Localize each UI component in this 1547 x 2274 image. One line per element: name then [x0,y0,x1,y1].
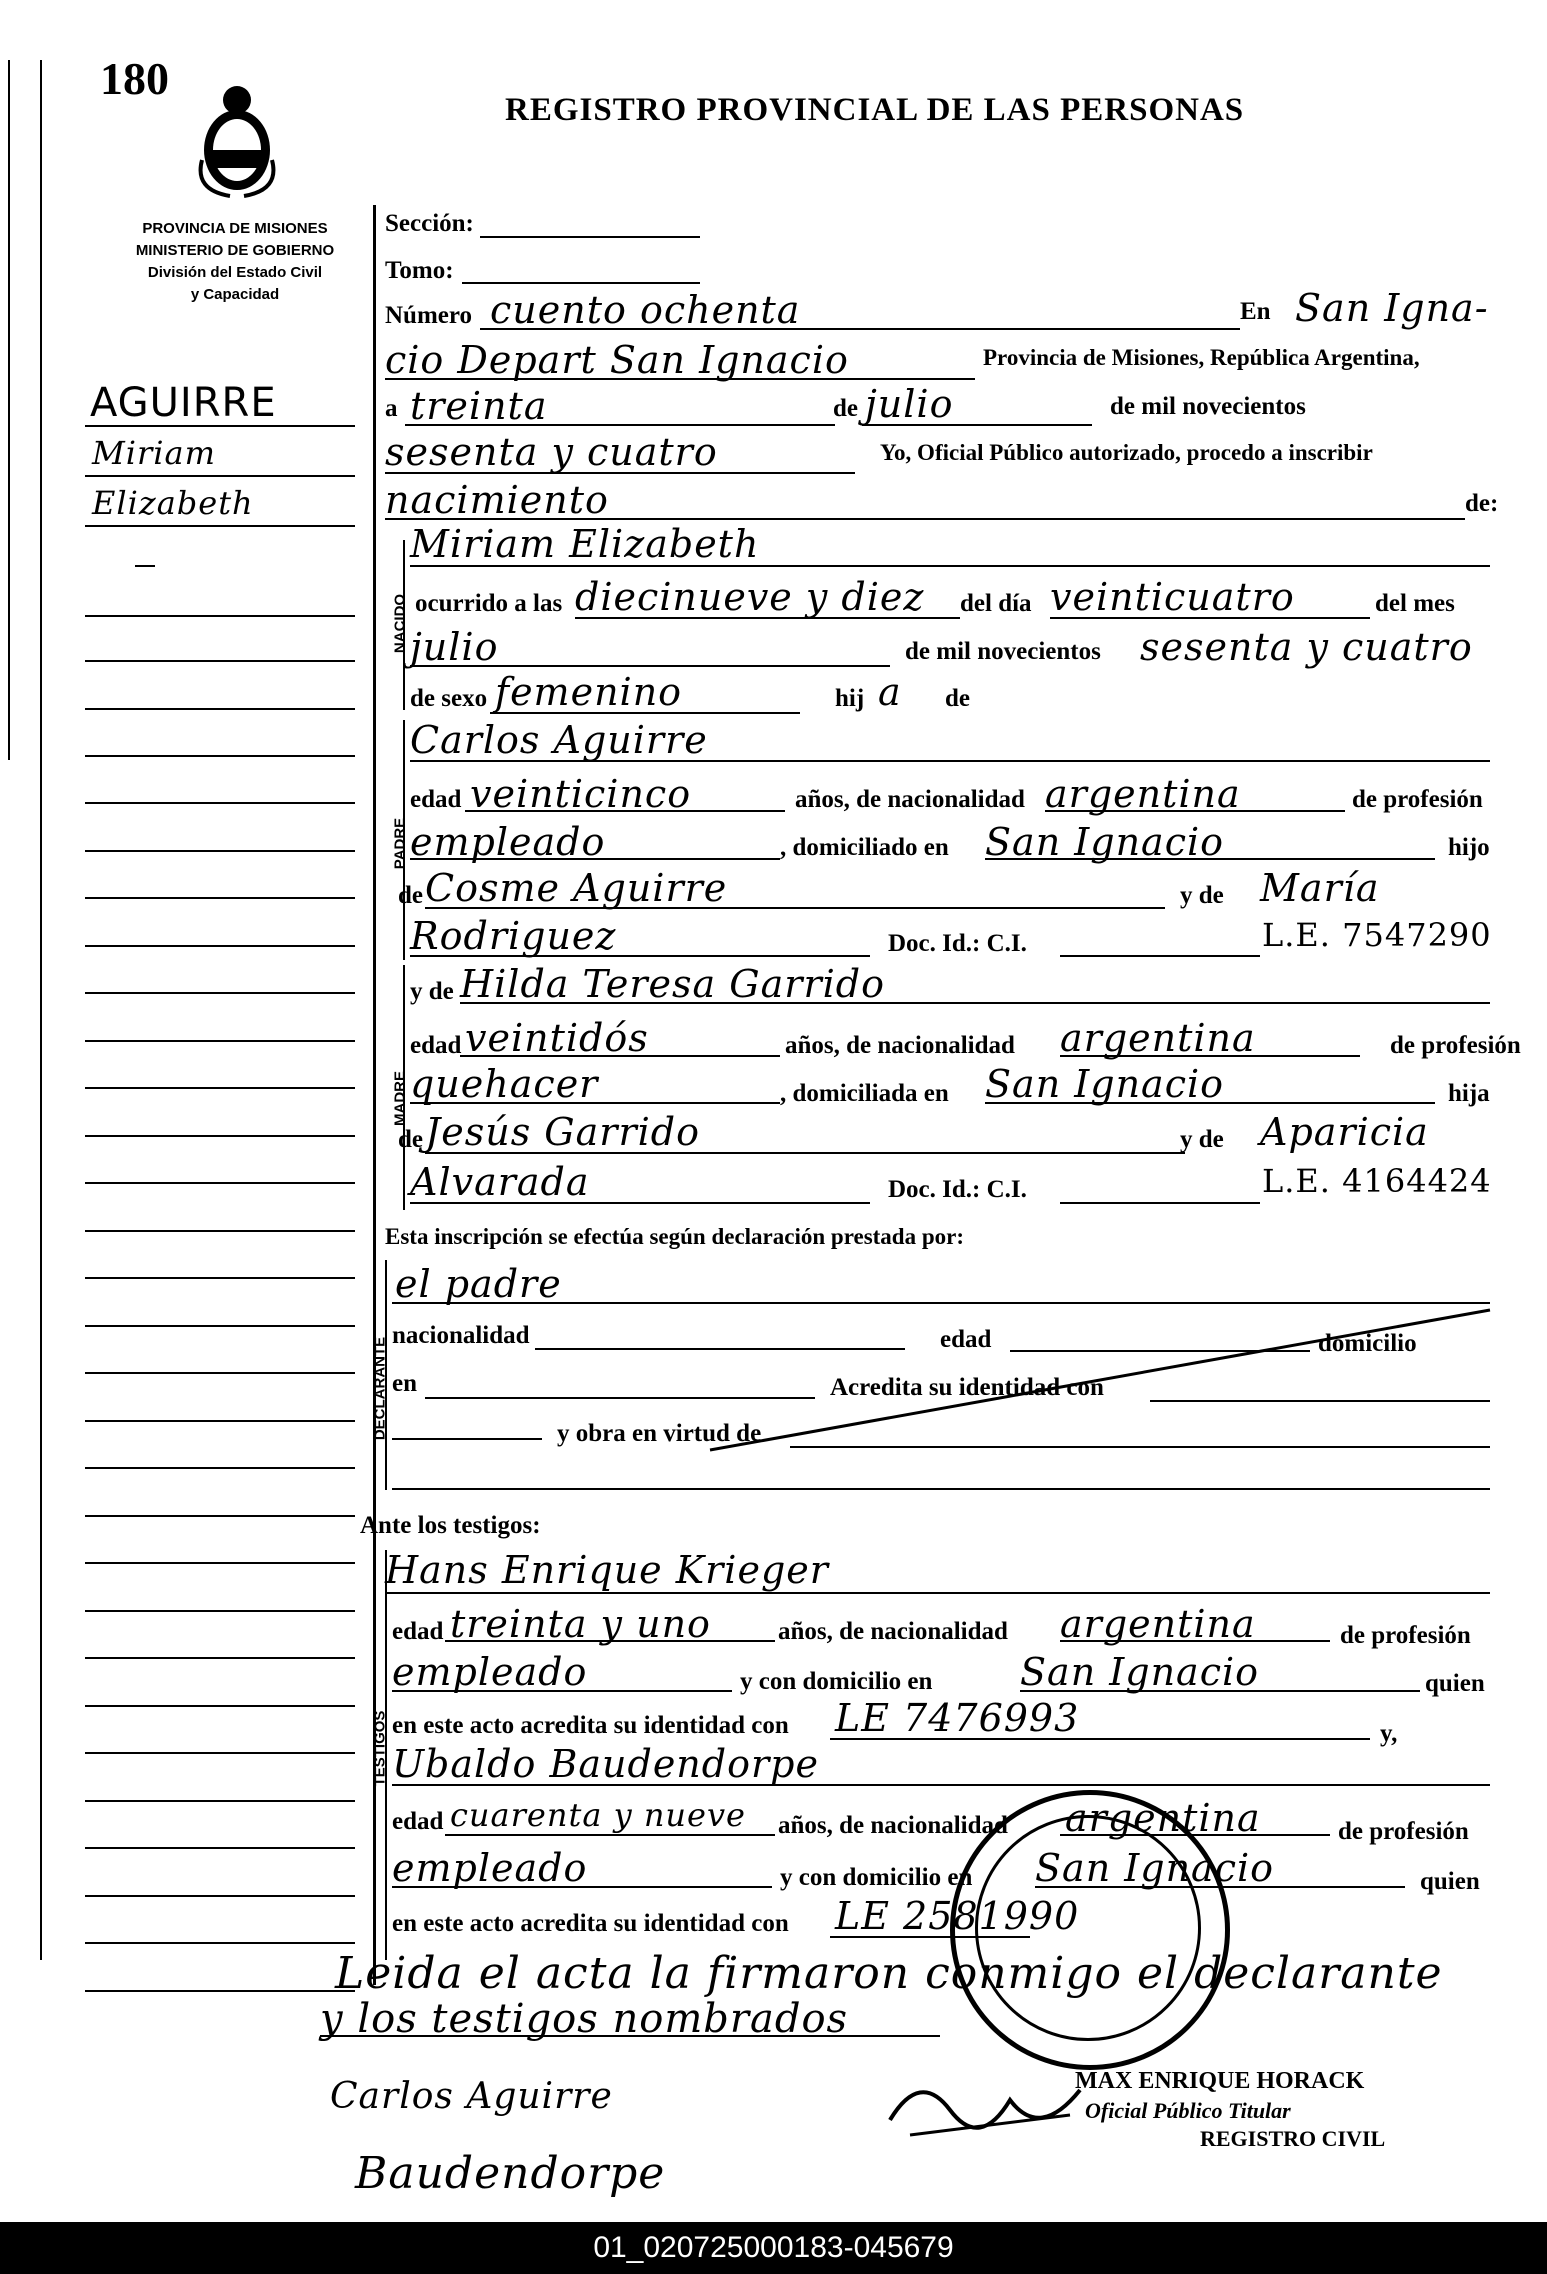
madre-madre-value2: Alvarada [410,1160,590,1204]
tomo-label: Tomo: [385,257,454,284]
numero-label: Número [385,302,473,329]
mil-label: de mil novecientos [905,638,1101,665]
declarante-dom-label: domicilio [1318,1330,1417,1357]
nacido-de-label: de [945,685,970,712]
t2-prof-label: de profesión [1338,1818,1469,1845]
month-value: julio [865,382,954,426]
t1-nac-label: años, de nacionalidad [778,1618,1008,1645]
madre-hija-label: hija [1448,1080,1490,1107]
t1-edad-label: edad [392,1618,444,1645]
section-testigos: TESTIGOS [371,1710,389,1787]
t1-nac: argentina [1060,1602,1256,1646]
declarante-acredita-label: Acredita su identidad con [830,1374,1104,1401]
margin-name1: Miriam [92,434,216,472]
declarante-edad-label: edad [940,1326,992,1353]
hij-label: hij [835,685,865,712]
section-nacido: NACIDO [391,593,409,654]
t2-dom: San Ignacio [1035,1846,1275,1890]
madre-yde2-label: y de [1180,1126,1224,1153]
t2-edad-label: edad [392,1808,444,1835]
margin-surname: AGUIRRE [90,380,277,426]
t2-doc: LE 2581990 [835,1894,1080,1938]
official-title: Oficial Público Titular [1085,2098,1291,2123]
padre-name: Carlos Aguirre [410,718,708,762]
t1-name: Hans Enrique Krieger [385,1548,829,1592]
padre-dom-value: San Ignacio [985,820,1225,864]
madre-prof-label: de profesión [1390,1032,1521,1059]
t2-nac: argentina [1065,1796,1261,1840]
padre-dom-label: , domiciliado en [780,834,949,861]
page-number: 180 [100,53,169,104]
closing-line2: y los testigos nombrados [320,1996,849,2042]
page-title: REGISTRO PROVINCIAL DE LAS PERSONAS [505,92,1245,128]
madre-yde-label: y de [410,978,454,1005]
signature-testigo: Baudendorpe [355,2148,666,2199]
nacido-name: Miriam Elizabeth [410,522,760,566]
section-madre: MADRE [391,1071,409,1126]
padre-yde-label: y de [1180,882,1224,909]
ocurrido-label: ocurrido a las [415,590,563,617]
madre-nac-value: argentina [1060,1016,1256,1060]
madre-doc-label: Doc. Id.: C.I. [888,1176,1027,1203]
official-seal-icon [950,1790,1230,2070]
t2-edad: cuarenta y nueve [450,1796,746,1834]
year-value: sesenta y cuatro [385,430,718,474]
tipo-value: nacimiento [385,478,609,522]
yo-text: Yo, Oficial Público autorizado, procedo a inscribir [880,440,1373,465]
madre-madre-value1: Aparicia [1260,1110,1429,1154]
office-ministry: MINISTERIO DE GOBIERNO [135,242,335,259]
provincia-text: Provincia de Misiones, República Argentina, [983,345,1420,370]
t2-dom-label: y con domicilio en [780,1864,973,1891]
declarante-intro: Esta inscripción se efectúa según declaración prestada por: [385,1224,965,1249]
madre-padre-value: Jesús Garrido [425,1110,700,1154]
madre-nac-label: años, de nacionalidad [785,1032,1015,1059]
t2-acredita-label: en este acto acredita su identidad con [392,1910,789,1937]
t2-nac-label: años, de nacionalidad [778,1812,1008,1839]
madre-prof-value: quehacer [410,1062,599,1106]
hij-value: a [878,670,902,714]
padre-doc-label: Doc. Id.: C.I. [888,930,1027,957]
t1-quien: quien [1425,1670,1485,1697]
t1-prof-label: de profesión [1340,1622,1471,1649]
padre-prof-label: de profesión [1352,786,1483,813]
t2-quien: quien [1420,1868,1480,1895]
madre-dom-value: San Ignacio [985,1062,1225,1106]
padre-edad-value: veinticinco [470,772,692,816]
signature-official-icon [880,2060,1100,2150]
t1-y: y, [1380,1720,1398,1747]
de-colon: de: [1465,490,1499,517]
day-value: treinta [410,384,548,428]
binding-edge [40,60,42,1960]
strike-through [700,1300,1500,1460]
office-block [100,218,370,306]
official-office: REGISTRO CIVIL [1200,2126,1386,2151]
padre-nac-value: argentina [1045,772,1241,816]
t2-prof: empleado [392,1846,588,1890]
madre-edad-label: edad [410,1032,462,1059]
madre-dom-label: , domiciliada en [780,1080,949,1107]
madre-name: Hilda Teresa Garrido [460,962,885,1006]
seccion-label: Sección: [385,210,474,237]
en-label: En [1240,298,1271,325]
declarante-virtud-label: y obra en virtud de [557,1420,762,1447]
declarante-nac-label: nacionalidad [392,1322,530,1349]
padre-madre-value1: María [1260,866,1380,910]
de-label: de [833,395,858,422]
madre-edad-value: veintidós [465,1016,649,1060]
dia-value: veinticuatro [1050,575,1295,619]
footer-code: 01_020725000183-045679 [0,2222,1547,2274]
padre-edad-label: edad [410,786,462,813]
del-mes-label: del mes [1375,590,1455,617]
sexo-label: de sexo [410,685,488,712]
anio-value: sesenta y cuatro [1140,625,1473,669]
padre-nac-label: años, de nacionalidad [795,786,1025,813]
margin-name2: Elizabeth [92,484,254,522]
declarante-value: el padre [395,1262,562,1306]
en-value2: cio Depart San Ignacio [385,338,849,382]
office-province: PROVINCIA DE MISIONES [142,220,328,237]
t1-acredita-label: en este acto acredita su identidad con [392,1712,789,1739]
office-capacity: y Capacidad [190,286,280,303]
t1-dom-label: y con domicilio en [740,1668,933,1695]
hora-value: diecinueve y diez [575,575,925,619]
coat-of-arms-icon [190,80,285,205]
mes-value: julio [410,625,499,669]
t1-prof: empleado [392,1650,588,1694]
signature-declarante: Carlos Aguirre [330,2076,613,2117]
t2-name: Ubaldo Baudendorpe [392,1742,819,1786]
padre-doc-value: L.E. 7547290 [1262,916,1492,954]
official-name: MAX ENRIQUE HORACK [1075,2068,1365,2094]
del-dia-label: del día [960,590,1032,617]
padre-madre-value2: Rodriguez [410,914,617,958]
t1-dom: San Ignacio [1020,1650,1260,1694]
declarante-en-label: en [392,1370,417,1397]
binding-edge [8,60,10,760]
padre-hijo-label: hijo [1448,834,1490,861]
testigos-intro: Ante los testigos: [360,1512,541,1539]
padre-prof-value: empleado [410,820,606,864]
a-label: a [385,395,398,422]
padre-padre-value: Cosme Aguirre [425,866,728,910]
sexo-value: femenino [495,670,683,714]
madre-de-label: de [398,1126,423,1153]
en-value1: San Igna- [1295,286,1489,330]
section-padre: PADRE [391,817,409,870]
t1-edad: treinta y uno [450,1602,711,1646]
t1-doc: LE 7476993 [835,1696,1080,1740]
padre-de-label: de [398,882,423,909]
closing-line1: Leida el acta la firmaron conmigo el declarante [335,1948,1443,1999]
office-division: División del Estado Civil [147,264,323,281]
madre-doc-value: L.E. 4164424 [1262,1162,1492,1200]
mil-text: de mil novecientos [1110,393,1306,420]
numero-value: cuento ochenta [490,288,801,332]
section-declarante: DECLARANTE [371,1336,389,1441]
